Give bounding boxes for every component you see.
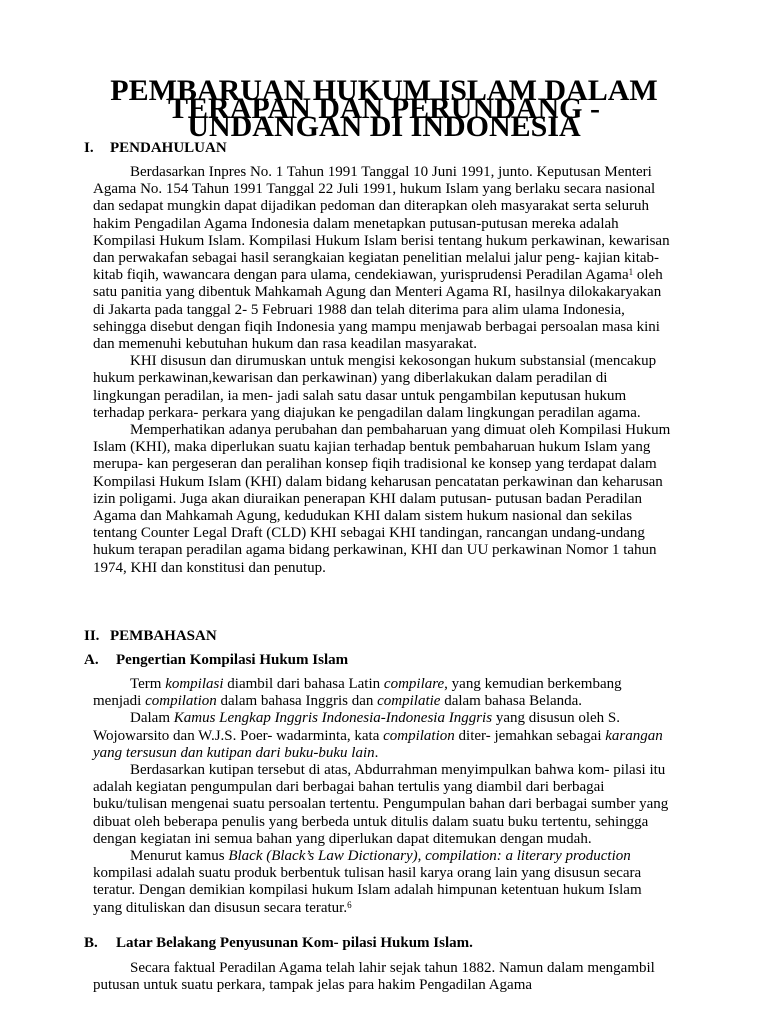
section-heading-pendahuluan bbox=[84, 140, 227, 157]
section-title: PEMBAHASAN bbox=[110, 628, 217, 644]
paragraph: Secara faktual Peradilan Agama telah lahir sejak tahun 1882. Namun dalam mengambil putusan untuk suatu perkara, tampak jelas para hakim Pengadilan Agama bbox=[93, 960, 655, 994]
paragraph: Dalam Kamus Lengkap Inggris Indonesia-Indonesia Inggris yang disusun oleh S. Wojowarsito dan W.J.S. Poer- wadarminta, kata compilation diter- jemahkan sebagai karangan yang tersusun dan kutipan dari buku-buku lain. bbox=[93, 710, 663, 761]
subsection-title: Pengertian Kompilasi Hukum Islam bbox=[116, 652, 349, 668]
footnote-marker: 6 bbox=[347, 899, 352, 910]
subsection-heading-a bbox=[84, 652, 348, 669]
section-number: I. bbox=[84, 140, 94, 156]
section-title: PENDAHULUAN bbox=[110, 140, 227, 156]
paragraph: Menurut kamus Black (Black’s Law Dictionary), compilation: a literary production kompilasi adalah suatu produk berbentuk tulisan hasil karya orang lain yang disusun secara teratur. Dengan demikian kompilasi hukum Islam adalah himpunan ketentuan hukum Islam yang dituliskan dan disusun secara teratur.$^6$ bbox=[93, 848, 642, 916]
section-body-pendahuluan bbox=[93, 164, 673, 577]
paragraph: KHI disusun dan dirumuskan untuk mengisi kekosongan hukum substansial (mencakup hukum perkawinan,kewarisan dan perkawinan) yang diberlakukan dalam peradilan di lingkungan peradilan, ia men- jadi salah satu dasar untuk pengambilan keputusan hukum terhadap perkara- perkara yang diajukan ke pengadilan dalam lingkungan peradilan agama. bbox=[93, 353, 657, 421]
section-number: II. bbox=[84, 628, 100, 644]
document-title: PEMBARUAN HUKUM ISLAM DALAM TERAPAN DAN PERUNDANG - UNDANGAN DI INDONESIA bbox=[110, 74, 658, 143]
paragraph: Berdasarkan Inpres No. 1 Tahun 1991 Tanggal 10 Juni 1991, junto. Keputusan Menteri Agama No. 154 Tahun 1991 Tanggal 22 Juli 1991, hukum Islam yang berlaku secara nasional dan sedapat mungkin dapat dijadikan pedoman dan diterapkan oleh masyarakat serta seluruh hakim Pengadilan Agama Indonesia dalam menetapkan putusan-putusan mereka adalah Kompilasi Hukum Islam. Kompilasi Hukum Islam berisi tentang hukum perkawinan, kewarisan dan perwakafan sebagai hasil serangkaian kegiatan penelitian melalui jalur peng- kajian kitab-kitab fiqih, wawancara dengan para ulama, cendekiawan, yurisprudensi Peradilan Agama$^1$ oleh satu panitia yang dibentuk Mahkamah Agung dan Menteri Agama RI, hasilnya dilokakaryakan di Jakarta pada tanggal 2- 5 Februari 1988 dan telah diterima para alim ulama Indonesia, sehingga disebut dengan fiqih Indonesia yang mampu menjawab berbagai persoalan masa kini dan memenuhi kebutuhan hukum dan rasa keadilan masyarakat. bbox=[93, 164, 670, 353]
section-heading-pembahasan bbox=[84, 628, 217, 645]
footnote-marker: 1 bbox=[628, 267, 634, 278]
paragraph: Berdasarkan kutipan tersebut di atas, Abdurrahman menyimpulkan bahwa kom- pilasi itu adalah kegiatan pengumpulan dari berbagai bahan tertulis yang diambil dari berbagai buku/tulisan mengenai suatu persoalan tertentu. Pengumpulan bahan dari berbagai sumber yang dibuat oleh beberapa penulis yang berbeda untuk ditulis dalam suatu buku tertentu, sehingga dengan kegiatan ini semua bahan yang diperlukan dapat ditemukan dengan mudah. bbox=[93, 762, 669, 847]
subsection-number: B. bbox=[84, 935, 98, 951]
subsection-title: Latar Belakang Penyusunan Kom- pilasi Hukum Islam. bbox=[116, 935, 473, 951]
subsection-number: A. bbox=[84, 652, 99, 668]
subsection-heading-b bbox=[84, 935, 473, 952]
paragraph: Term kompilasi diambil dari bahasa Latin compilare, yang kemudian berkembang menjadi compilation dalam bahasa Inggris dan compilatie dalam bahasa Belanda. bbox=[93, 676, 622, 710]
paragraph: Memperhatikan adanya perubahan dan pembaharuan yang dimuat oleh Kompilasi Hukum Islam (KHI), maka diperlukan suatu kajian terhadap bentuk pembaharuan hukum Islam yang merupa- kan pergeseran dan peralihan konsep fiqih tradisional ke konsep yang terdapat dalam Kompilasi Hukum Islam (KHI) dalam bidang keharusan pencatatan perkawinan dan keharusan izin poligami. Juga akan diuraikan penerapan KHI dalam putusan- putusan badan Peradilan Agama dan Mahkamah Agung, kedudukan KHI dalam sistem hukum nasional dan sekilas tentang Counter Legal Draft (CLD) KHI sebagai KHI tandingan, rancangan undang-undang hukum terapan peradilan agama bidang perkawinan, KHI dan UU perkawinan Nomor 1 tahun 1974, KHI dan konstitusi dan penutup. bbox=[93, 422, 671, 576]
subsection-body-b bbox=[93, 960, 673, 994]
subsection-body-a bbox=[93, 676, 673, 917]
